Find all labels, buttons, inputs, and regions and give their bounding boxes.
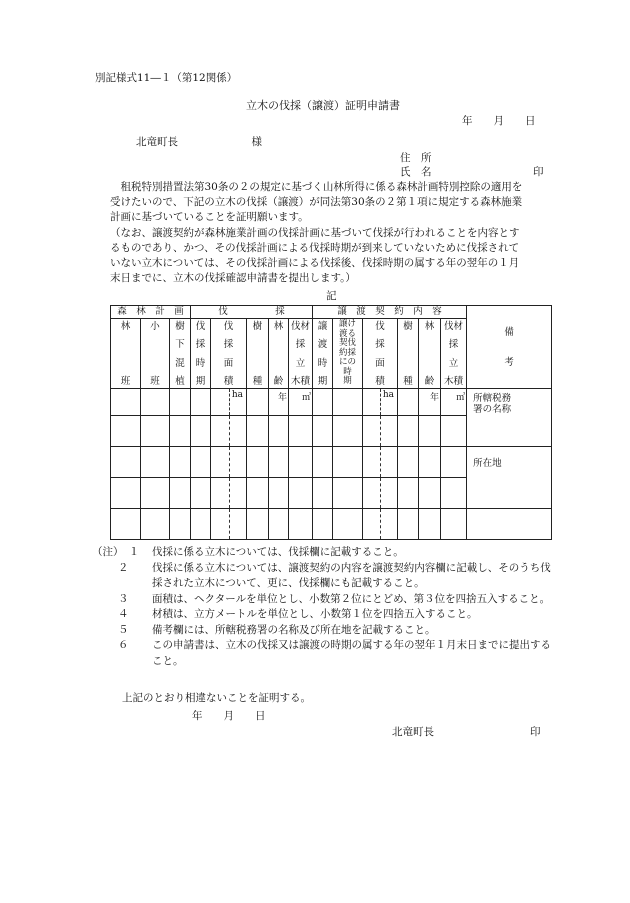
note-paragraph: （なお、譲渡契約が森林施業計画の伐採計画に基づいて伐採が行われることを内容とす るものであり、かつ、その伐採計画による伐採時期が到来していないために伐採されて いない立木については、その伐採計画による伐採後、伐採時期の属する年の翌年の１月 末日までに、立木の伐採確認申請書を提出します。） [110, 227, 520, 284]
application-date: 年 月 日 [462, 115, 536, 127]
certify-statement: 上記のとおり相違ないことを証明する。 [122, 692, 311, 704]
table-row: ha 年 ㎥ ha 年 ㎥ 所轄税務 署の名称 [111, 389, 552, 416]
note-item: （注） １ 伐採に係る立木については、伐採欄に記載すること。 [92, 546, 404, 558]
col-transfer-volume: 伐材 採 立 木積 [441, 319, 467, 389]
certify-date: 年 月 日 [192, 710, 266, 722]
table-row [111, 509, 552, 540]
mayor-seal: 印 [530, 726, 541, 738]
col-volume: 伐材 採 立 木積 [289, 319, 313, 389]
col-transfer-time: 譲 渡 時 期 [313, 319, 333, 389]
col-sho: 小 班 [141, 319, 170, 389]
ki-heading: 記 [326, 290, 337, 302]
remarks-header: 備 考 [467, 306, 552, 389]
request-paragraph: 租税特別措置法第30条の２の規定に基づく山林所得に係る森林計画特別控除の適用を 受けたいので、下記の立木の伐採（譲渡）が同法第30条の２第１項に規定する森林施業 計画に基づいていることを証明願います。 [110, 181, 523, 223]
note-item: ４ 材積は、立方メートルを単位とし、小数第１位を四捨五入すること。 [118, 608, 478, 620]
col-jushu: 樹 下 混 植 [170, 319, 191, 389]
notes-list [92, 545, 554, 669]
mayor-label: 北竜町長 [392, 726, 434, 738]
form-id: 別記様式11―１（第12関係） [95, 72, 238, 84]
name-label: 氏 名 [400, 166, 432, 178]
col-cut-time: 伐 採 時 期 [191, 319, 211, 389]
group-cutting: 伐 採 [191, 306, 313, 319]
table-row [111, 447, 552, 478]
col-transfer-area: 伐 採 面 積 [363, 319, 398, 389]
col-species: 樹 種 [247, 319, 269, 389]
group-forest-plan: 森 林 計 画 [111, 306, 191, 319]
note-item: ３ 面積は、ヘクタールを単位とし、小数第２位にとどめ、第３位を四捨五入すること。 [118, 592, 551, 605]
note-item: ５ 備考欄には、所轄税務署の名称及び所在地を記載すること。 [118, 623, 436, 636]
addressee: 北竜町長 様 [136, 136, 262, 148]
document-title: 立木の伐採（譲渡）証明申請書 [246, 99, 400, 112]
cutting-table [110, 305, 552, 540]
col-rin: 林 班 [111, 319, 141, 389]
note-item: ６ この申請書は、立木の伐採又は譲渡の時期の属する年の翌年１月末日までに提出すること。 [118, 639, 551, 667]
location-cell: 所在地 [467, 447, 552, 509]
col-transfer-cut-time: 譲け 渡る 契伐 約採 にの 時 期 [333, 319, 363, 389]
col-cut-area: 伐 採 面 積 [211, 319, 247, 389]
col-transfer-species: 樹 種 [398, 319, 419, 389]
address-label: 住 所 [400, 152, 432, 164]
col-transfer-age: 林 齢 [419, 319, 441, 389]
note-item: ２ 伐採に係る立木については、譲渡契約の内容を譲渡契約内容欄に記載し、そのうち伐採された立木について、更に、伐採欄にも記載すること。 [118, 561, 551, 589]
col-age: 林 齢 [269, 319, 289, 389]
tax-office-cell: 所轄税務 署の名称 [467, 389, 552, 447]
group-contract: 譲 渡 契 約 内 容 [313, 306, 467, 319]
applicant-seal: 印 [533, 166, 544, 178]
